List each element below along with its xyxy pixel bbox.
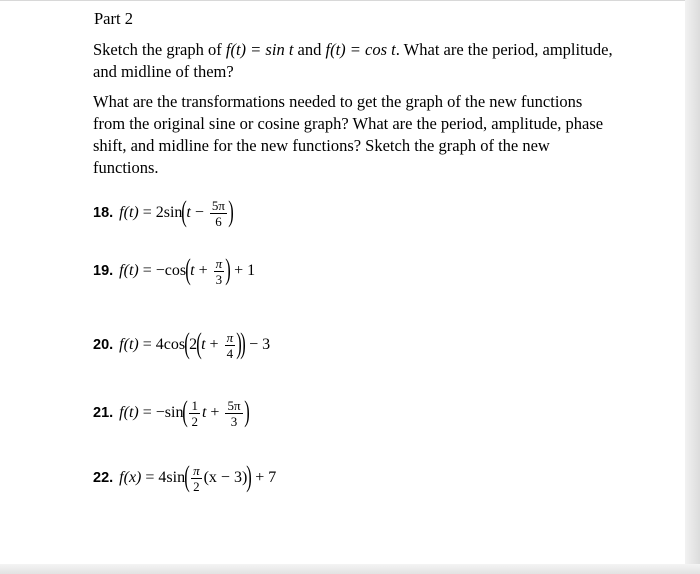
fraction-denominator: 2 — [193, 478, 200, 494]
coefficient: 4cos — [155, 336, 186, 353]
inner-open-paren: ( — [196, 327, 202, 360]
operator: + — [210, 404, 220, 421]
function-lhs: f(t) — [119, 336, 139, 353]
fraction-numerator: 5π — [227, 397, 241, 413]
function-lhs: f(x) — [119, 469, 142, 486]
equation — [119, 253, 259, 287]
cos-function: f(t) = cos t — [325, 40, 396, 59]
fraction-numerator: π — [193, 462, 200, 478]
equation — [119, 195, 234, 229]
inner-expression: (x − 3) — [203, 469, 248, 486]
function-lhs: f(t) — [119, 204, 139, 221]
problem-number: 18. — [93, 205, 114, 221]
fraction — [210, 199, 227, 228]
problem-number: 19. — [93, 263, 114, 279]
close-paren: ) — [246, 460, 253, 493]
fraction-denominator: 6 — [215, 213, 222, 229]
equation — [119, 460, 280, 494]
instruction-paragraph-2: What are the transformations needed to get the graph of the new functions from the original sine or cosine graph? What are the period, amplitude, phase shift, and midline for the new functions? Sketch the graph of the new functions. — [93, 92, 604, 177]
part-heading: Part 2 — [94, 9, 133, 28]
fraction-numerator: π — [215, 255, 223, 271]
equals-sign: = — [142, 204, 152, 221]
coefficient: 4sin — [158, 469, 186, 486]
problem-number: 20. — [93, 337, 114, 353]
fraction-denominator: 3 — [215, 271, 223, 287]
fraction — [225, 331, 236, 360]
problem-22 — [93, 458, 280, 498]
fraction-coefficient — [191, 464, 202, 493]
problem-18 — [93, 193, 233, 233]
equation — [119, 327, 274, 361]
fraction-numerator: 5π — [211, 197, 225, 213]
variable: t — [201, 404, 207, 421]
coefficient: 2sin — [155, 204, 183, 221]
problem-number: 21. — [93, 405, 114, 421]
open-paren: ( — [181, 195, 188, 228]
function-lhs: f(t) — [119, 262, 139, 279]
coefficient: −cos — [155, 262, 187, 279]
fraction-denominator: 3 — [230, 413, 238, 429]
fraction-coefficient — [189, 399, 200, 428]
function-lhs: f(t) — [119, 404, 139, 421]
problem-number: 22. — [93, 470, 114, 486]
close-paren: ) — [243, 395, 250, 428]
para1-text-b: and — [293, 40, 326, 59]
problem-20 — [93, 325, 274, 365]
fraction — [225, 399, 242, 428]
close-paren: ) — [225, 253, 231, 286]
open-paren: ( — [184, 327, 190, 360]
constant-term: + 1 — [234, 262, 256, 279]
fraction-denominator: 2 — [191, 413, 198, 429]
equals-sign: = — [142, 262, 152, 279]
operator: + — [209, 336, 219, 353]
constant-term: + 7 — [255, 469, 277, 486]
para1-text-a: Sketch the graph of — [93, 40, 226, 59]
variable: t — [201, 336, 206, 353]
equals-sign: = — [145, 469, 155, 486]
para1-text-c: . What are the period, amplitude, and midline of them? — [93, 40, 613, 81]
operator: − — [194, 204, 204, 221]
inner-coefficient: 2 — [189, 336, 198, 353]
open-paren: ( — [185, 253, 191, 286]
operator: + — [198, 262, 208, 279]
instruction-paragraph-1 — [93, 39, 613, 83]
fraction-numerator: π — [226, 329, 234, 345]
close-paren: ) — [240, 327, 246, 360]
equation — [119, 395, 250, 429]
fraction-denominator: 4 — [226, 345, 234, 361]
problem-21 — [93, 393, 249, 433]
problem-19 — [93, 251, 259, 291]
fraction — [214, 257, 225, 286]
page-edge-right — [685, 0, 700, 574]
open-paren: ( — [182, 395, 189, 428]
coefficient: −sin — [155, 404, 184, 421]
open-paren: ( — [184, 460, 190, 493]
page-edge-bottom — [0, 564, 700, 574]
fraction-numerator: 1 — [191, 397, 198, 413]
variable: t — [190, 262, 195, 279]
equals-sign: = — [142, 404, 152, 421]
variable: t — [186, 204, 191, 221]
close-paren: ) — [228, 195, 234, 228]
equals-sign: = — [142, 336, 152, 353]
constant-term: − 3 — [249, 336, 271, 353]
sin-function: f(t) = sin t — [225, 40, 294, 59]
inner-close-paren: ) — [236, 327, 242, 360]
